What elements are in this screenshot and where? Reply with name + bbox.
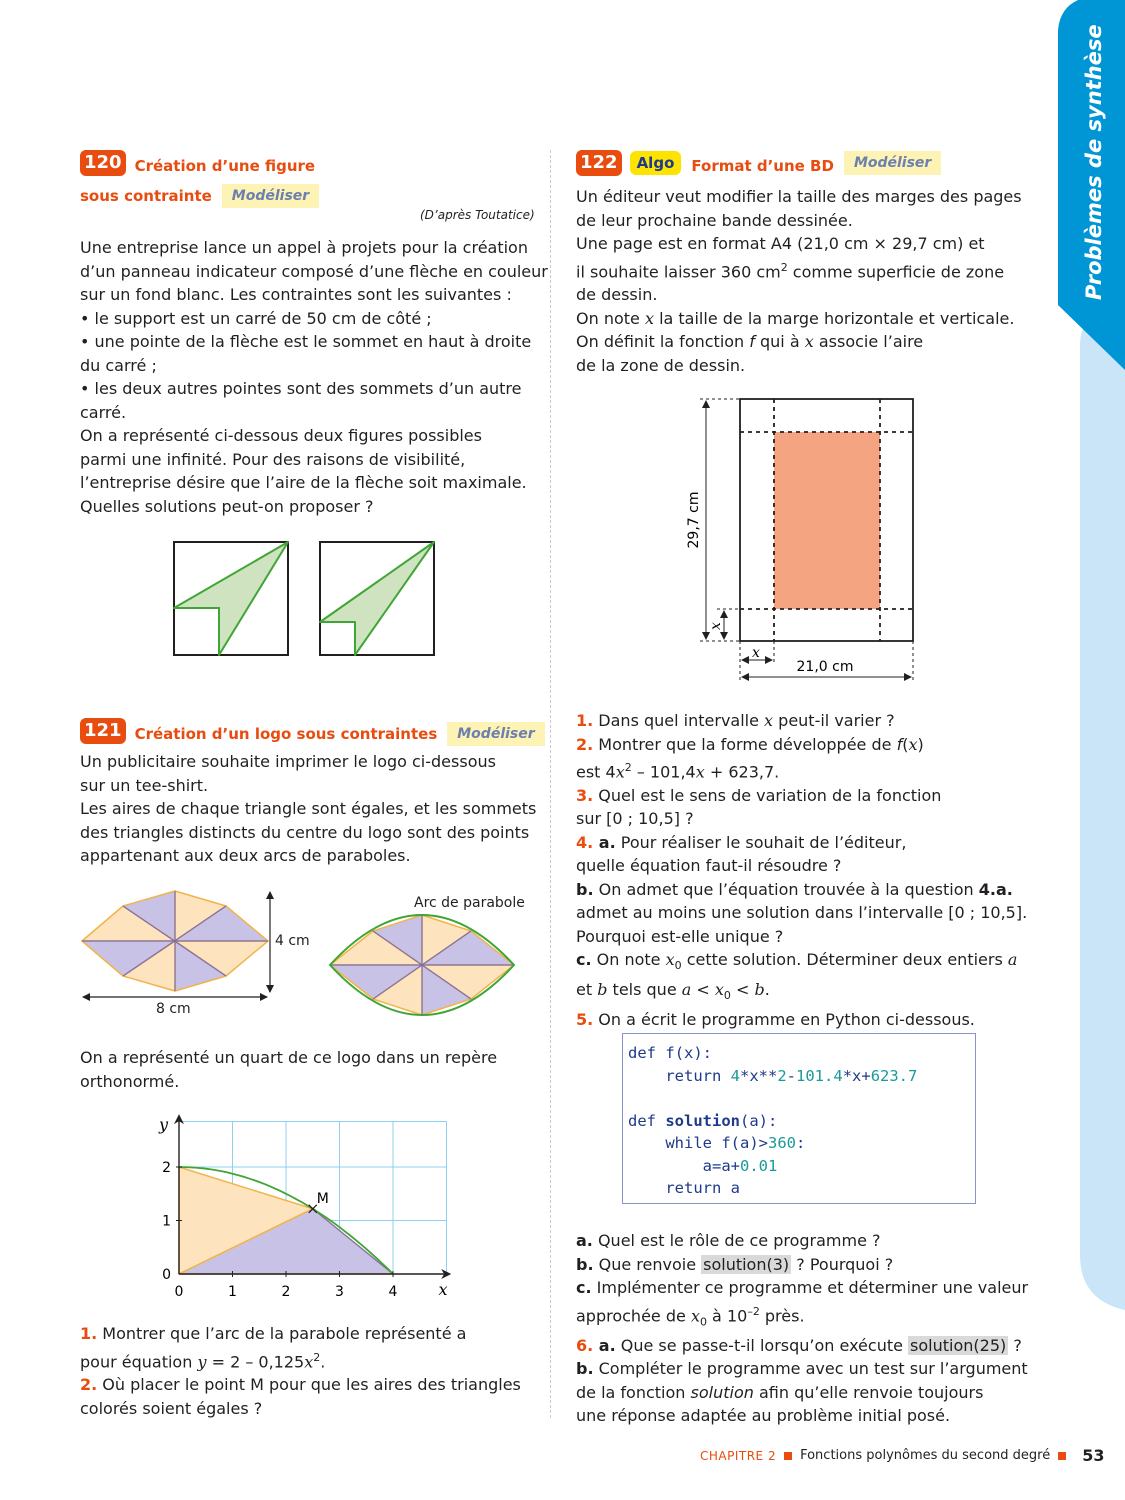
q-line [576,1276,1028,1300]
code-token: return [665,1179,722,1197]
q-text: Quel est le rôle de ce programme ? [592,1231,881,1250]
q3-number: 3. [576,785,594,805]
q-text-italic: solution [690,1382,754,1402]
var-x: x [665,950,675,970]
ex121-line: Les aires de chaque triangle sont égales, et les sommets [80,799,537,818]
q5-number: 5. [576,1009,594,1029]
ex122-text: la taille de la marge horizontale et verticale. [653,308,1015,328]
q2-number: 2. [80,1375,98,1395]
q-line [576,1404,1028,1428]
q-text: près. [759,1305,805,1325]
ex122-var-x: x [804,332,814,352]
point-m-label: M [316,1190,329,1207]
q-text: On admet que l’équation trouvée à la question [593,879,979,899]
ex122-line: de dessin. [576,285,658,305]
q-line [576,1229,1028,1253]
sub-label: c. [576,950,592,970]
x-tick-label: 2 [281,1284,291,1300]
ex120-line: parmi une infinité. Pour des raisons de visibilité, [80,449,466,469]
code-token: 0.01 [739,1156,778,1175]
code-token: *x** [740,1066,778,1085]
q-text: quelle équation faut-il résoudre ? [576,856,842,876]
q-line [576,733,1027,757]
q-line [80,1397,521,1421]
ex120-line: du carré ; [80,355,157,375]
var-x: x [615,762,625,782]
q-text: ? Pourquoi ? [791,1254,894,1274]
ex120-line: On a représenté ci-dessous deux figures possibles [80,426,482,445]
q-text: Que se passe-t-il lorsqu’on exécute [615,1335,909,1355]
var-x: x [690,1305,700,1325]
arrow-figure-2 [320,542,434,655]
ex120-source: (D’après Toutatice) [420,208,535,222]
q1-text2: pour équation [80,1351,198,1371]
ex121-number: 121 [80,718,126,744]
q1-eq-x: x [304,1351,314,1371]
y-axis-label: y [159,1115,169,1135]
q-text: Dans quel intervalle [593,711,765,730]
q-text: Quel est le sens de variation de la fonction [593,785,942,805]
code-token: a=a+ [702,1156,740,1175]
q-line [576,1300,1028,1334]
q-text: cette solution. Déterminer deux entiers [681,950,1008,970]
ex121-tag: Modéliser [447,722,544,746]
q-text: . [764,980,770,1000]
var-x: x [908,734,918,754]
q-text: afin qu’elle renvoie toujours [753,1382,984,1402]
ex120-arrow-figures [172,540,436,658]
sub-label: b. [576,1254,594,1274]
y-tick-label: 2 [162,1160,171,1176]
q-line [576,1334,1028,1358]
q-text: Implémenter ce programme et déterminer une valeur [591,1278,1029,1297]
code-token: def [628,1044,656,1062]
ex122-text: il souhaite laisser 360 cm [576,261,781,281]
ex121-statement [80,750,536,868]
q-line [576,807,1027,831]
var-b: b [754,980,765,1000]
ex122-page-figure [680,390,930,690]
ex121-line: sur un tee-shirt. [80,775,209,795]
q1-number: 1. [80,1324,98,1343]
ex121-line: des triangles distincts du centre du logo sont des points [80,822,530,842]
ex122-line: Une page est en format A4 (21,0 cm × 29,7 cm) et [576,234,985,253]
ex120-header [80,150,315,176]
q-line [576,756,1027,784]
sub-label: a. [576,1231,593,1250]
q2-number: 2. [576,734,594,754]
q-text: approchée de [576,1305,691,1325]
q-line [576,925,1027,949]
ex122-line: de leur prochaine bande dessinée. [576,210,853,230]
q-ref: 4.a. [978,879,1013,899]
q-text: < [730,980,755,1000]
q-text: et [576,980,598,1000]
q-text: tels que [607,980,682,1000]
q-text: Montrer que la forme développée de [593,734,897,754]
section-tab-label: Problèmes de synthèse [1082,24,1106,300]
margin-x-label-horizontal: x [752,645,760,661]
q-text: sur [0 ; 10,5] ? [576,809,694,829]
ex122-statement [576,185,1022,377]
ex121-quart-line: On a représenté un quart de ce logo dans un repère [80,1048,498,1067]
ex122-number: 122 [576,150,622,176]
ex122-text: associe l’aire [813,332,924,352]
q1-number: 1. [576,711,594,730]
x-tick-label: 3 [335,1284,344,1300]
ex120-line: • le support est un carré de 50 cm de côté ; [80,308,432,328]
q-line [576,878,1027,902]
ex122-line [576,307,1022,331]
column-divider [550,150,551,1418]
sub-label: c. [576,1278,592,1297]
code-token: (a): [740,1111,778,1130]
q1-end: . [320,1351,326,1371]
ex122-line: Un éditeur veut modifier la taille des marges des pages [576,187,1022,206]
ex122-questions [576,709,1027,1031]
ex122-var-f: f [749,332,755,352]
ex120-tag: Modéliser [222,184,319,208]
ex121-line: appartenant aux deux arcs de paraboles. [80,846,411,865]
q-line [576,784,1027,808]
ex121-width-label: 8 cm [156,1001,191,1017]
var-b: b [597,980,608,1000]
q-text: ( [902,734,909,754]
q-text: une réponse adaptée au problème initial posé. [576,1406,951,1426]
ex122-text: On note [576,308,645,328]
q-line [576,1008,1027,1032]
footer-title: Fonctions polynômes du second degré [800,1448,1051,1463]
q1-eq-mid: = 2 – 0,125 [206,1351,305,1371]
ex120-line: Une entreprise lance un appel à projets pour la création [80,238,528,257]
q-line [576,1253,1028,1277]
ex121-quart-text [80,1046,497,1093]
ex121-title: Création d’un logo sous contraintes [134,725,438,743]
code-token: 360 [768,1134,796,1152]
sup: 2 [624,761,632,774]
q6-number: 6. [576,1335,594,1355]
var-x: x [764,711,774,730]
q-line [576,854,1027,878]
ex121-quart-line: orthonormé. [80,1071,180,1091]
q2-text: Où placer le point M pour que les aires des triangles [97,1375,521,1395]
ex120-statement [80,236,548,518]
code-token: (x): [674,1044,713,1062]
q-text: On note [591,950,666,970]
drawing-zone [774,432,880,609]
var-x: x [695,762,705,782]
q-text: Que renvoie [593,1254,702,1274]
code-token: 4 [721,1066,740,1085]
ex121-height-label: 4 cm [275,933,310,949]
ex120-line: • une pointe de la flèche est le sommet en haut à droite [80,332,532,351]
ex120-line: sur un fond blanc. Les contraintes sont les suivantes : [80,285,512,304]
q1-eq-y: y [197,1351,207,1371]
margin-x-label-vertical: x [708,622,724,630]
q-text: de la fonction [576,1382,691,1402]
code-token: def [628,1111,656,1130]
width-label: 21,0 cm [796,659,854,675]
ex120-line: • les deux autres pointes sont des sommets d’un autre [80,379,522,398]
q-text: à 10 [706,1305,748,1325]
ex122-text: On définit la fonction [576,332,750,352]
height-label: 29,7 cm [686,491,702,549]
ex122-line: de la zone de dessin. [576,355,746,375]
ex122-title: Format d’une BD [691,157,834,175]
q-text: ) [917,734,924,754]
x-tick-label: 4 [388,1284,398,1300]
footer-square-icon [784,1452,792,1460]
ex122-questions-2 [576,1229,1028,1428]
ex122-text: comme superficie de zone [787,261,1005,281]
logo-lens [330,915,514,1015]
ex120-number: 120 [80,150,126,176]
page-footer [700,1446,1104,1465]
q-line [576,831,1027,855]
y-tick-label: 0 [162,1267,171,1283]
ex120-line: carré. [80,402,127,422]
code-token: *x+ [842,1066,871,1085]
q2-text2: colorés soient égales ? [80,1398,263,1418]
ex122-var-x: x [644,308,654,328]
var-f: f [896,734,903,754]
q-line [576,1381,1028,1405]
q-line [576,978,1027,1008]
q-text: + 623,7. [704,762,780,782]
q-text: peut-il varier ? [773,711,895,730]
ex122-sup: 2 [780,260,788,274]
ex122-tag: Modéliser [844,151,941,175]
sub-label: a. [593,832,616,852]
var-a: a [1007,950,1018,970]
q1-eq-sup: 2 [313,1350,321,1364]
q-line [576,948,1027,978]
arrow-figure-1 [174,542,288,655]
sub: 0 [723,989,731,1003]
code-token: while [665,1134,712,1152]
x-tick-label: 1 [228,1284,237,1300]
ex120-header-line2 [80,184,319,208]
ex122-text: qui à [754,332,805,352]
sub-label: b. [576,1359,594,1379]
q-text: est 4 [576,762,616,782]
q-line [576,901,1027,925]
sub: 0 [674,959,682,973]
ex121-arc-label: Arc de parabole [414,895,525,911]
q-line [80,1322,521,1346]
var-a: a [681,980,692,1000]
sub: 0 [699,1315,707,1329]
q-line [80,1346,521,1374]
page-number: 53 [1082,1446,1105,1465]
q-text: ? [1008,1335,1022,1355]
q-text: admet au moins une solution dans l’intervalle [0 ; 10,5]. [576,903,1028,923]
q1-text: Montrer que l’arc de la parabole représenté a [97,1324,467,1343]
q4-number: 4. [576,832,594,852]
q-text: Compléter le programme avec un test sur l’argument [593,1359,1028,1379]
ex122-algo-badge: Algo [630,151,682,175]
x-axis-label: x [438,1280,448,1299]
ex120-title-line1: Création d’une figure [134,157,316,175]
code-token: 2 [777,1066,787,1085]
q-line [576,1357,1028,1381]
code-token: 101.4 [796,1066,843,1085]
ex120-line: d’un panneau indicateur composé d’une flèche en couleur [80,261,548,281]
code-token: solution [665,1111,740,1130]
ex121-line: Un publicitaire souhaite imprimer le logo ci-dessous [80,752,496,771]
q-line [576,709,1027,733]
ex122-line [576,330,1022,354]
footer-square-icon [1058,1452,1066,1460]
footer-chapter: CHAPITRE 2 [700,1448,777,1463]
python-code-block [622,1033,976,1204]
q-line [80,1373,521,1397]
x-tick-label: 0 [174,1284,184,1300]
code-token: f [665,1044,675,1062]
sub-label: b. [576,879,594,899]
code-token: f(a)> [712,1134,768,1152]
code-token: return [665,1066,722,1085]
code-token: 623.7 [870,1066,918,1085]
q-text: – 101,4 [631,762,696,782]
code-token: - [786,1066,797,1085]
ex122-header [576,150,941,176]
code-inline: solution(3) [703,1254,790,1274]
ex120-line: Quelles solutions peut-on proposer ? [80,496,374,516]
sub-label: a. [593,1335,616,1355]
ex120-line: l’entreprise désire que l’aire de la flèche soit maximale. [80,473,527,492]
sup: –2 [747,1304,760,1318]
q-text: Pour réaliser le souhait de l’éditeur, [615,832,907,852]
code-inline: solution(25) [910,1335,1007,1355]
ex121-header [80,716,545,746]
var-x: x [714,980,724,1000]
y-tick-label: 1 [162,1213,171,1230]
ex121-questions [80,1322,521,1420]
ex120-title-line2: sous contrainte [80,187,212,205]
code-token: a [721,1179,740,1197]
q-text: < [691,980,715,1000]
ex122-line [576,256,1022,284]
q-text: Pourquoi est-elle unique ? [576,926,784,946]
ex121-graph [150,1105,460,1305]
code-token: : [796,1134,806,1152]
q-text: On a écrit le programme en Python ci-dessous. [593,1009,975,1029]
